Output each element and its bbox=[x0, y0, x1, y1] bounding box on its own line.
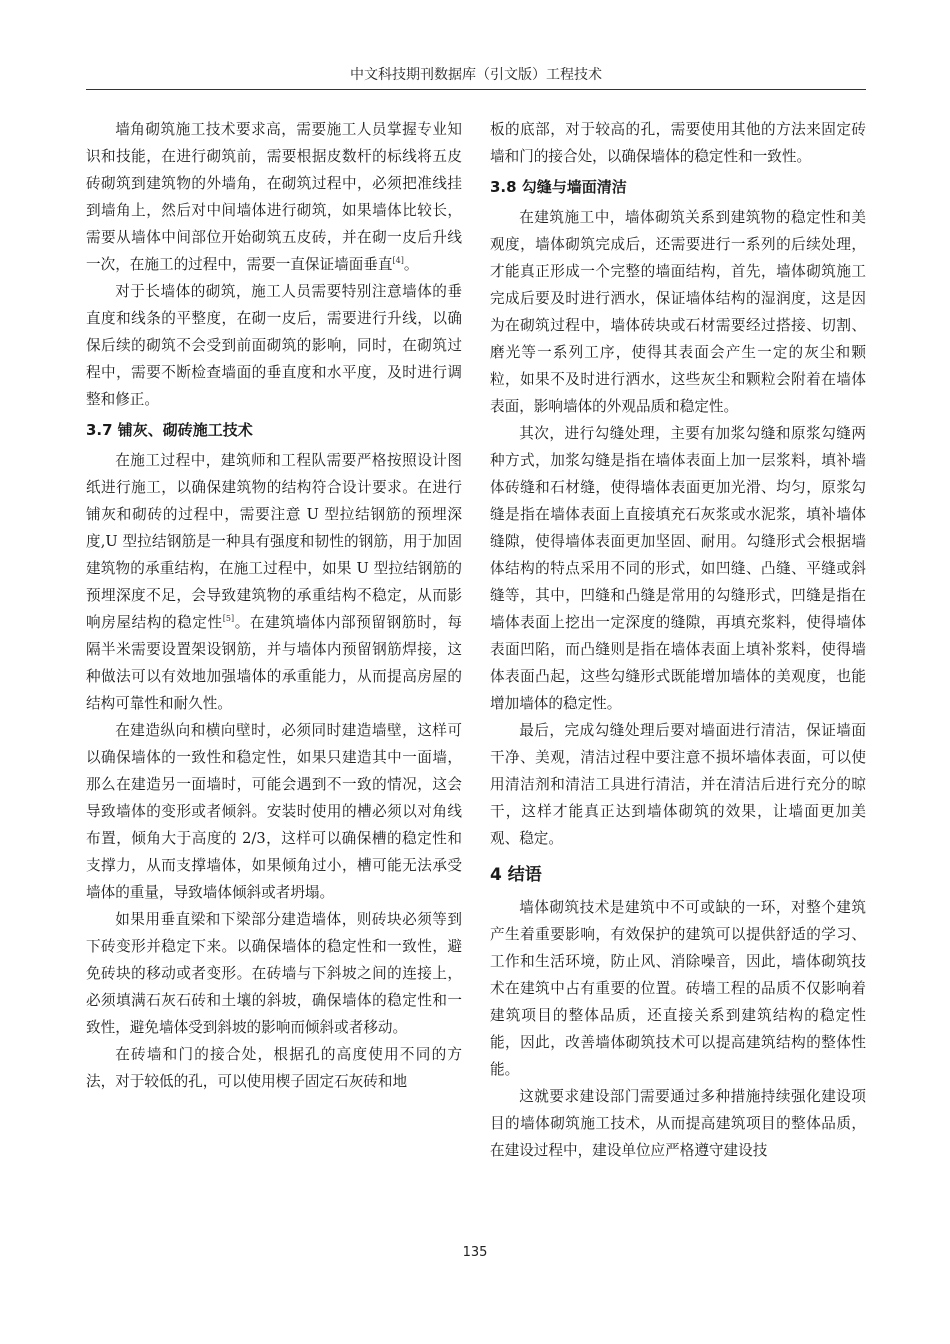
paragraph bbox=[86, 116, 462, 278]
paragraph: 在建造纵向和横向壁时，必须同时建造墙壁，这样可以确保墙体的一致性和稳定性，如果只建造其中一面墙，那么在建造另一面墙时，可能会遇到不一致的情况，这会导致墙体的变形或者倾斜。安装时使用的槽必须以对角线布置，倾角大于高度的 2/3，这样可以确保槽的稳定性和支撑力，从而支撑墙体，如果倾角过小，槽可能无法承受墙体的重量，导致墙体倾斜或者坍塌。 bbox=[86, 722, 462, 901]
section-heading-3-7: 3.7 铺灰、砌砖施工技术 bbox=[86, 421, 253, 439]
paragraph: 最后，完成勾缝处理后要对墙面进行清洁，保证墙面干净、美观，清洁过程中要注意不损坏墙体表面，可以使用清洁剂和清洁工具进行清洁，并在清洁后进行充分的晾干，这样才能真正达到墙体砌筑的效果，让墙面更加美观、稳定。 bbox=[490, 722, 866, 847]
paragraph-text: 在施工过程中，建筑师和工程队需要严格按照设计图纸进行施工，以确保建筑物的结构符合设计要求。在进行铺灰和砌砖的过程中，需要注意 U 型拉结钢筋的预埋深度,U 型拉结钢筋是一种具有强度和韧性的钢筋，用于加固建筑物的承重结构，在施工过程中，如果 U 型拉结钢筋的预埋深度不足，会导致建筑物的承重结构不稳定，从而影响房屋结构的稳定性 bbox=[86, 452, 462, 631]
paragraph: 在建筑施工中，墙体砌筑关系到建筑物的稳定性和美观度，墙体砌筑完成后，还需要进行一系列的后续处理，才能真正形成一个完整的墙面结构，首先，墙体砌筑施工完成后要及时进行洒水，保证墙体结构的湿润度，这是因为在砌筑过程中，墙体砖块或石材需要经过搭接、切割、磨光等一系列工序，使得其表面会产生一定的灰尘和颗粒，如果不及时进行洒水，这些灰尘和颗粒会附着在墙体表面，影响墙体的外观品质和稳定性。 bbox=[490, 209, 866, 415]
paragraph: 这就要求建设部门需要通过多种措施持续强化建设项目的墙体砌筑施工技术，从而提高建筑项目的整体品质，在建设过程中，建设单位应严格遵守建设技 bbox=[490, 1088, 866, 1159]
citation-ref: [5] bbox=[222, 614, 235, 624]
paragraph: 在砖墙和门的接合处，根据孔的高度使用不同的方法，对于较低的孔，可以使用楔子固定石灰砖和地 bbox=[86, 1046, 462, 1090]
header-rule bbox=[86, 89, 866, 90]
journal-header: 中文科技期刊数据库（引文版）工程技术 bbox=[350, 67, 602, 83]
paragraph bbox=[86, 447, 462, 717]
section-heading-3-8: 3.8 勾缝与墙面清洁 bbox=[490, 178, 627, 196]
paragraph-text: 。 bbox=[403, 256, 419, 273]
left-column bbox=[86, 116, 462, 1095]
paragraph: 墙体砌筑技术是建筑中不可或缺的一环，对整个建筑产生着重要影响，有效保护的建筑可以提供舒适的学习、工作和生活环境，防止风、消除噪音，因此，墙体砌筑技术在建筑中占有重要的位置。砖墙工程的品质不仅影响着建筑项目的整体品质，还直接关系到建筑结构的稳定性能，因此，改善墙体砌筑技术可以提高建筑结构的整体性能。 bbox=[490, 899, 866, 1078]
paragraph-text: 。在建筑墙体内部预留钢筋时，每隔半米需要设置架设钢筋，并与墙体内预留钢筋焊接，这种做法可以有效地加强墙体的承重能力，从而提高房屋的结构可靠性和耐久性。 bbox=[86, 614, 462, 712]
paragraph-continued: 板的底部，对于较高的孔，需要使用其他的方法来固定砖墙和门的接合处，以确保墙体的稳定性和一致性。 bbox=[490, 121, 866, 165]
right-column bbox=[490, 116, 866, 1164]
paragraph: 如果用垂直梁和下梁部分建造墙体，则砖块必须等到下砖变形并稳定下来。以确保墙体的稳定性和一致性，避免砖块的移动或者变形。在砖墙与下斜坡之间的连接上，必须填满石灰石砖和土壤的斜坡，确保墙体的稳定性和一致性，避免墙体受到斜坡的影响而倾斜或者移动。 bbox=[86, 911, 462, 1036]
section-heading-4: 4 结语 bbox=[490, 865, 542, 885]
paragraph-text: 墙角砌筑施工技术要求高，需要施工人员掌握专业知识和技能，在进行砌筑前，需要根据皮数杆的标线将五皮砖砌筑到建筑物的外墙角，在砌筑过程中，必须把准线挂到墙角上，然后对中间墙体进行砌筑，如果墙体比较长，需要从墙体中间部位开始砌筑五皮砖，并在砌一皮后升线一次，在施工的过程中，需要一直保证墙面垂直 bbox=[86, 121, 462, 273]
paragraph: 对于长墙体的砌筑，施工人员需要特别注意墙体的垂直度和线条的平整度，在砌一皮后，需要进行升线，以确保后续的砌筑不会受到前面砌筑的影响，同时，在砌筑过程中，需要不断检查墙面的垂直度和水平度，及时进行调整和修正。 bbox=[86, 283, 462, 408]
paragraph: 其次，进行勾缝处理，主要有加浆勾缝和原浆勾缝两种方式，加浆勾缝是指在墙体表面上加一层浆料，填补墙体砖缝和石材缝，使得墙体表面更加光滑、均匀，原浆勾缝是指在墙体表面上直接填充石灰浆或水泥浆，填补墙体缝隙，使得墙体表面更加坚固、耐用。勾缝形式会根据墙体结构的特点采用不同的形式，如凹缝、凸缝、平缝或斜缝等，其中，凹缝和凸缝是常用的勾缝形式，凹缝是指在墙体表面上挖出一定深度的缝隙，再填充浆料，使得墙体表面凹陷，而凸缝则是指在墙体表面上填补浆料，使得墙体表面凸起，这些勾缝形式既能增加墙体的美观度，也能增加墙体的稳定性。 bbox=[490, 425, 866, 712]
citation-ref: [4] bbox=[392, 256, 404, 266]
page-number: 135 bbox=[462, 1245, 488, 1260]
